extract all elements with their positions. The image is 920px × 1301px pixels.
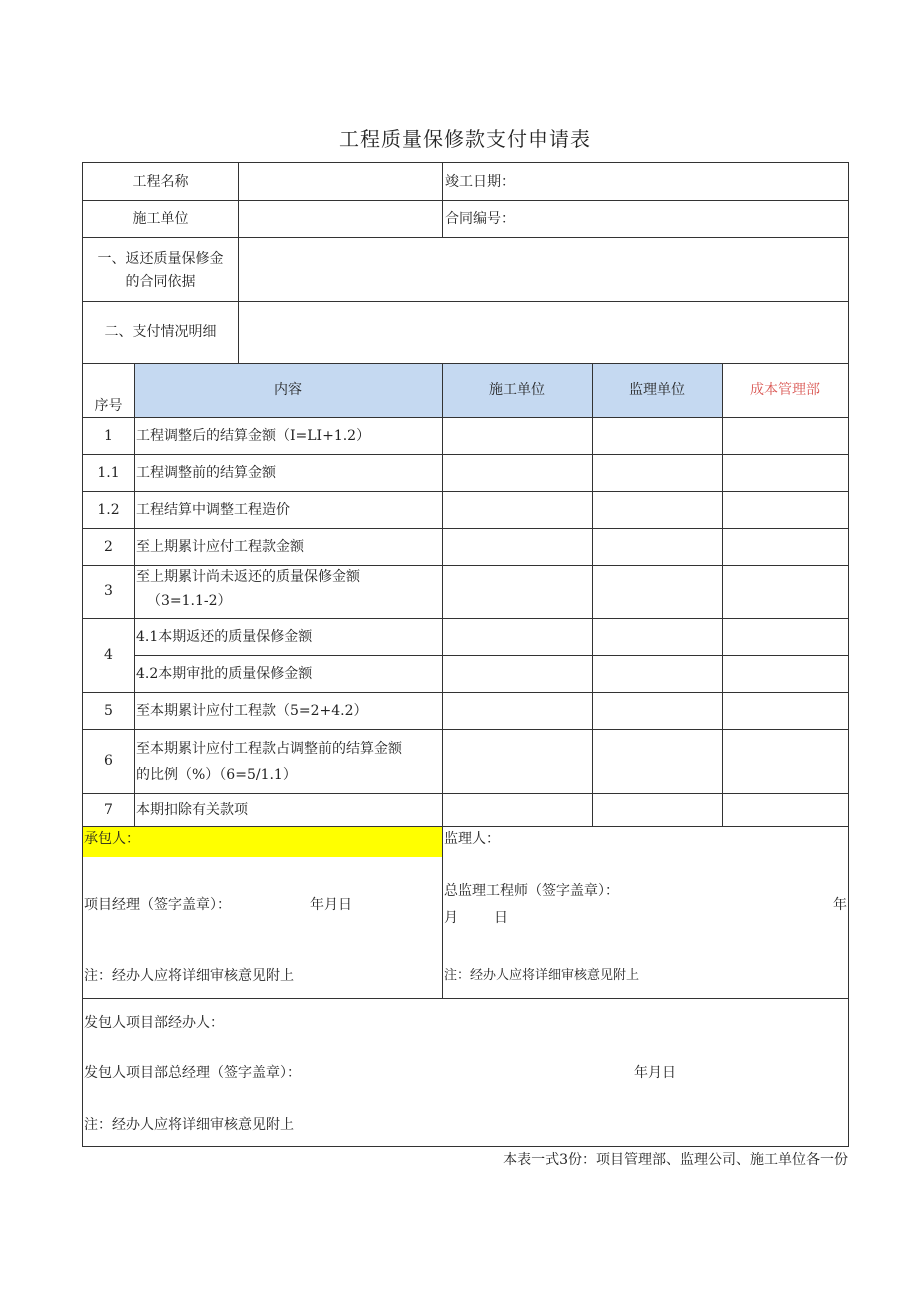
- payment-detail-label: 二、支付情况明细: [104, 324, 217, 340]
- page-title: 工程质量保修款支付申请表: [339, 127, 591, 151]
- col-contractor-header: 施工单位: [489, 382, 545, 398]
- cell-input[interactable]: [723, 418, 848, 454]
- completion-date-field[interactable]: [523, 163, 848, 200]
- contractor-field[interactable]: [239, 201, 442, 237]
- employer-note: 注：经办人应将详细审核意见附上: [84, 1117, 294, 1133]
- employer-handler-label: 发包人项目部经办人：: [84, 1015, 224, 1031]
- note-right: 注：经办人应将详细审核意见附上: [444, 968, 640, 983]
- row-content: 工程调整后的结算金额（I=LI+1.2）: [136, 428, 371, 444]
- day-right: 日: [494, 910, 508, 926]
- completion-date-label: 竣工日期：: [445, 174, 515, 190]
- cell-input[interactable]: [443, 418, 592, 454]
- year-right: 年: [833, 897, 847, 913]
- row-seq: 1.2: [97, 502, 120, 518]
- row-seq: 3: [104, 583, 113, 599]
- row-seq: 7: [104, 802, 113, 818]
- employer-gm-sign-label: 发包人项目部总经理（签字盖章）：: [84, 1065, 301, 1081]
- row-content-a: 4.1本期返还的质量保修金额: [136, 629, 313, 645]
- note-left: 注：经办人应将详细审核意见附上: [84, 968, 294, 984]
- row-seq: 4: [104, 647, 113, 663]
- date-left: 年月日: [310, 897, 352, 913]
- row-content: 本期扣除有关款项: [136, 802, 248, 818]
- row-content: 至上期累计应付工程款金额: [136, 539, 304, 555]
- col-seq-header: 序号: [94, 398, 123, 414]
- contractor-label: 施工单位: [132, 211, 189, 227]
- cell-input[interactable]: [593, 418, 722, 454]
- chief-engineer-sign-label: 总监理工程师（签字盖章）：: [444, 883, 619, 899]
- row-content: 工程结算中调整工程造价: [136, 502, 290, 518]
- row-seq: 1: [104, 428, 113, 444]
- row-seq: 2: [104, 539, 113, 555]
- supervisor-person-label: 监理人：: [444, 831, 500, 847]
- row-content: 工程调整前的结算金额: [136, 465, 276, 481]
- row-content-line1: 至本期累计应付工程款占调整前的结算金额: [136, 741, 402, 757]
- row-seq: 5: [104, 703, 113, 719]
- row-seq: 1.1: [97, 465, 120, 481]
- month-right: 月: [444, 910, 458, 926]
- col-supervisor-header: 监理单位: [629, 382, 685, 398]
- project-name-field[interactable]: [239, 163, 442, 200]
- row-content: 至本期累计应付工程款（5=2+4.2）: [136, 703, 368, 719]
- payment-detail-field[interactable]: [239, 302, 848, 363]
- basis-label-line2: 的合同依据: [125, 274, 196, 290]
- application-form: [82, 162, 849, 1147]
- employer-date: 年月日: [634, 1065, 676, 1081]
- basis-field[interactable]: [239, 238, 848, 301]
- row-content-line2: （3=1.1-2）: [147, 593, 232, 609]
- col-content-header: 内容: [274, 382, 302, 398]
- row-seq: 6: [104, 753, 113, 769]
- col-cost-dept-header: 成本管理部: [750, 382, 820, 398]
- row-content-line2: 的比例（%）（6=5/1.1）: [136, 767, 297, 783]
- basis-label-line1: 一、返还质量保修金: [97, 251, 224, 267]
- row-content-line1: 至上期累计尚未返还的质量保修金额: [136, 569, 360, 585]
- contract-no-label: 合同编号：: [445, 211, 515, 227]
- contract-no-field[interactable]: [523, 201, 848, 237]
- form-footer-note: 本表一式3份：项目管理部、监理公司、施工单位各一份: [503, 1152, 848, 1168]
- project-name-label: 工程名称: [132, 174, 189, 190]
- pm-sign-label: 项目经理（签字盖章）：: [84, 897, 231, 913]
- row-content-b: 4.2本期审批的质量保修金额: [136, 666, 313, 682]
- contractor-person-label: 承包人：: [84, 831, 140, 847]
